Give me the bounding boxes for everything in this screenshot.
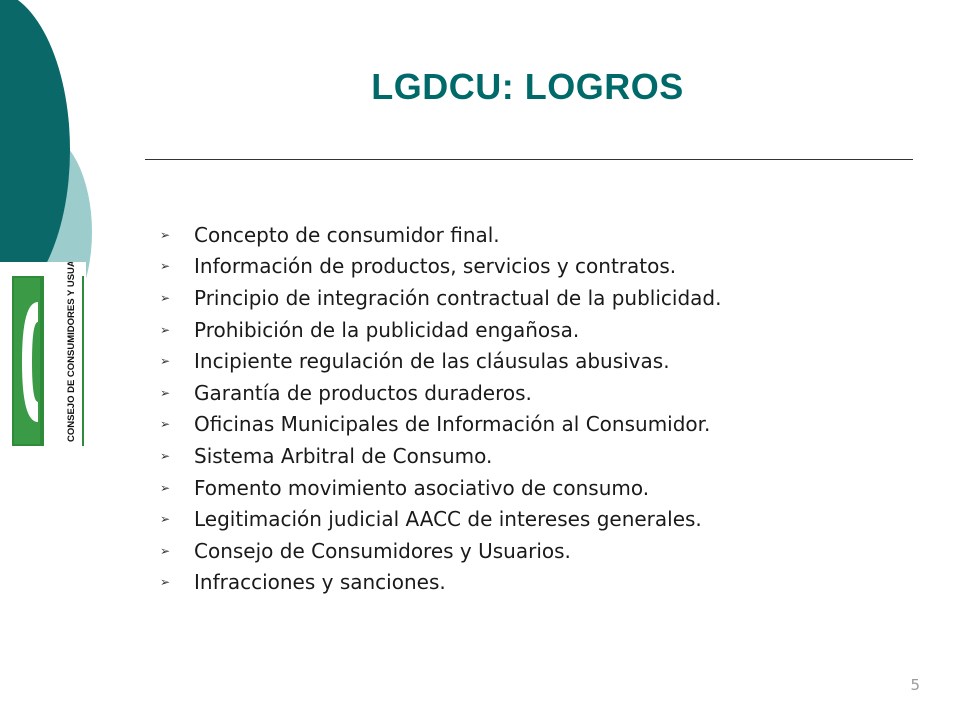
logo-graphic (0, 262, 86, 454)
arrow-bullet-icon: ➢ (160, 322, 171, 337)
list-item (160, 535, 920, 567)
logo-side-text: CONSEJO DE CONSUMIDORES Y USUARIOS (66, 262, 77, 442)
list-item (160, 219, 920, 251)
list-item-text: Garantía de productos duraderos. (194, 380, 532, 405)
list-item-text: Concepto de consumidor final. (194, 222, 500, 247)
list-item-text: Infracciones y sanciones. (194, 570, 446, 595)
slide-title: LGDCU: LOGROS (371, 66, 684, 107)
consejo-logo (0, 262, 86, 454)
list-item (160, 472, 920, 504)
list-item-text: Sistema Arbitral de Consumo. (194, 443, 493, 468)
page-number: 5 (910, 676, 920, 694)
title-divider (145, 159, 913, 160)
arrow-bullet-icon: ➢ (160, 259, 171, 274)
arrow-bullet-icon: ➢ (160, 543, 171, 558)
list-item-text: Incipiente regulación de las cláusulas abusivas. (194, 349, 670, 374)
list-item-text: Fomento movimiento asociativo de consumo. (194, 475, 650, 500)
list-item (160, 282, 920, 314)
list-item (160, 251, 920, 283)
list-item (160, 440, 920, 472)
arrow-bullet-icon: ➢ (160, 417, 171, 432)
list-item (160, 345, 920, 377)
list-item (160, 377, 920, 409)
list-item (160, 503, 920, 535)
arrow-bullet-icon: ➢ (160, 354, 171, 369)
list-item (160, 314, 920, 346)
list-item-text: Información de productos, servicios y contratos. (194, 254, 677, 279)
list-item-text: Consejo de Consumidores y Usuarios. (194, 538, 571, 563)
list-item-text: Principio de integración contractual de la publicidad. (194, 285, 722, 310)
arrow-bullet-icon: ➢ (160, 290, 171, 305)
arrow-bullet-icon: ➢ (160, 480, 171, 495)
arrow-bullet-icon: ➢ (160, 575, 171, 590)
achievements-list (160, 219, 920, 598)
arrow-bullet-icon: ➢ (160, 227, 171, 242)
arrow-bullet-icon: ➢ (160, 512, 171, 527)
list-item-text: Oficinas Municipales de Información al Consumidor. (194, 412, 711, 437)
list-item (160, 409, 920, 441)
arrow-bullet-icon: ➢ (160, 385, 171, 400)
decorative-corner-shapes (0, 0, 120, 300)
list-item-text: Legitimación judicial AACC de intereses generales. (194, 507, 702, 532)
list-item-text: Prohibición de la publicidad engañosa. (194, 317, 580, 342)
list-item (160, 567, 920, 599)
arrow-bullet-icon: ➢ (160, 448, 171, 463)
